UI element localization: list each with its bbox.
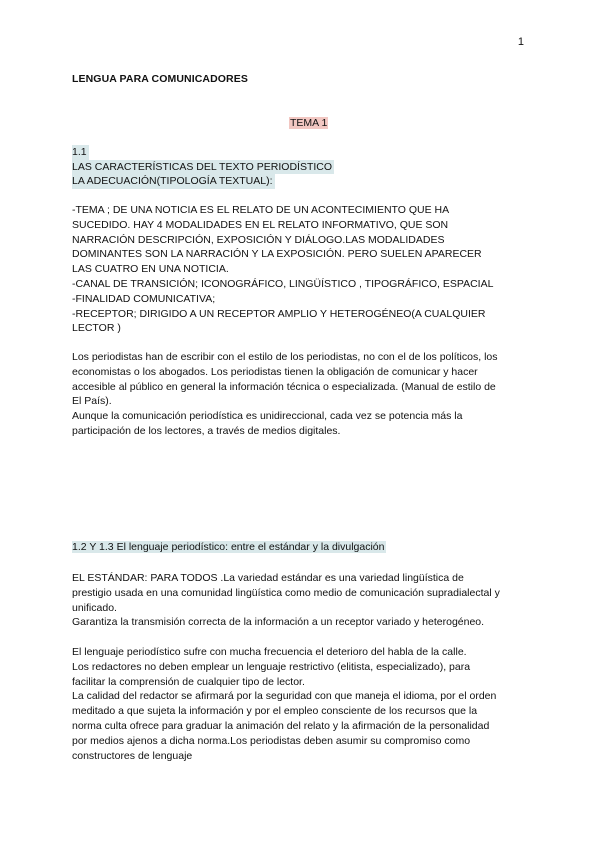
paragraph-lenguaje [72, 645, 528, 763]
tema-label: TEMA 1 [290, 117, 328, 129]
document-title: LENGUA PARA COMUNICADORES [72, 73, 248, 85]
paragraph-estandar [72, 571, 528, 630]
text-line: NARRACIÓN DESCRIPCIÓN, EXPOSICIÓN Y DIÁLOGO.LAS MODALIDADES [72, 233, 445, 246]
text-line: -CANAL DE TRANSICIÓN; ICONOGRÁFICO, LINGÜÍSTICO , TIPOGRÁFICO, ESPACIAL [72, 277, 494, 290]
text-line: Los redactores no deben emplear un lenguaje restrictivo (elitista, especializado), para [72, 660, 471, 673]
text-line: DOMINANTES SON LA NARRACIÓN Y LA EXPOSICIÓN. PERO SUELEN APARECER [72, 248, 482, 261]
text-line: economistas o los abogados. Los periodistas tienen la obligación de comunicar y hacer [72, 365, 478, 378]
text-line: meditado a que sujeta la información y por el empleo consciente de los recursos que la [72, 705, 478, 718]
text-line: Garantiza la transmisión correcta de la información a un receptor variado y heterogéneo. [72, 616, 485, 629]
text-line: El País). [72, 395, 112, 408]
text-line: norma culta ofrece para graduar la animación del relato y la afirmación de la personalidad [72, 719, 490, 732]
text-line: SUCEDIDO. HAY 4 MODALIDADES EN EL RELATO INFORMATIVO, QUE SON [72, 218, 449, 231]
adecuacion-list [72, 203, 532, 336]
section1-heading [72, 145, 334, 189]
text-line: accesible al público en general la información técnica o especializada. (Manual de estilo de [72, 380, 496, 393]
page-number: 1 [517, 36, 524, 48]
text-line: -FINALIDAD COMUNICATIVA; [72, 292, 216, 305]
text-line: prestigio usada en una comunidad lingüística como medio de comunicación supradialectal y [72, 586, 500, 599]
paragraph-estilo [72, 350, 528, 439]
section2-heading: 1.2 Y 1.3 El lenguaje periodístico: entre el estándar y la divulgación [72, 541, 385, 553]
text-line: LECTOR ) [72, 322, 121, 335]
text-line: LAS CUATRO EN UNA NOTICIA. [72, 263, 229, 276]
section1-heading-line1: LAS CARACTERÍSTICAS DEL TEXTO PERIODÍSTICO [72, 160, 333, 173]
text-line: unificado. [72, 601, 117, 614]
text-line: Los periodistas han de escribir con el estilo de los periodistas, no con el de los políticos, los [72, 351, 498, 363]
text-line: constructores de lenguaje [72, 749, 193, 762]
text-line: El lenguaje periodístico sufre con mucha frecuencia el deterioro del habla de la calle. [72, 646, 467, 658]
section1-heading-line2: LA ADECUACIÓN(TIPOLOGÍA TEXTUAL): [72, 175, 273, 187]
section1-number: 1.1 [72, 146, 87, 158]
text-line: participación de los lectores, a través de medios digitales. [72, 424, 341, 437]
text-line: -TEMA ; DE UNA NOTICIA ES EL RELATO DE UN ACONTECIMIENTO QUE HA [72, 204, 450, 216]
text-line: Aunque la comunicación periodística es unidireccional, cada vez se potencia más la [72, 410, 463, 423]
text-line: por medios ajenos a dicha norma.Los periodistas deben asumir su compromiso como [72, 734, 471, 747]
text-line: EL ESTÁNDAR: PARA TODOS .La variedad estándar es una variedad lingüística de [72, 572, 464, 584]
text-line: La calidad del redactor se afirmará por la seguridad con que maneja el idioma, por el orden [72, 690, 497, 703]
text-line: facilitar la comprensión de cualquier tipo de lector. [72, 675, 305, 688]
text-line: -RECEPTOR; DIRIGIDO A UN RECEPTOR AMPLIO Y HETEROGÉNEO(A CUALQUIER [72, 307, 486, 320]
